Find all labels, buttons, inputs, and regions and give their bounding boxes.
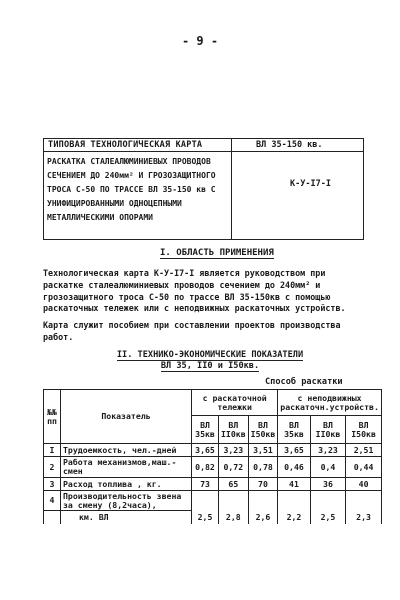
row-number: I bbox=[44, 444, 61, 457]
row-value bbox=[310, 491, 346, 511]
subheader-cell: ВЛ I50кв bbox=[248, 416, 278, 444]
table-row bbox=[44, 444, 382, 457]
row-value: 0,4 bbox=[310, 457, 346, 478]
row-value: 2,5 bbox=[310, 511, 346, 524]
card-code: К-У-I7-I bbox=[290, 179, 331, 189]
row-value: 0,72 bbox=[219, 457, 249, 478]
section-2-title-line2: ВЛ 35, II0 и I50кв. bbox=[160, 361, 260, 371]
row-value bbox=[346, 491, 382, 511]
section-2-title bbox=[90, 350, 330, 372]
row-number: 2 bbox=[44, 457, 61, 478]
row-value: 73 bbox=[192, 478, 219, 491]
technology-card-header bbox=[43, 138, 364, 240]
row-value: 0,78 bbox=[248, 457, 278, 478]
card-voltage: ВЛ 35-150 кв. bbox=[256, 140, 323, 150]
row-number: 4 bbox=[44, 491, 61, 511]
table-row bbox=[44, 511, 382, 524]
row-value: 0,44 bbox=[346, 457, 382, 478]
row-value: 36 bbox=[310, 478, 346, 491]
row-value: 2,5 bbox=[192, 511, 219, 524]
row-value: 0,82 bbox=[192, 457, 219, 478]
card-divider-horizontal bbox=[44, 151, 363, 152]
section-2-title-line1: II. ТЕХНИКО-ЭКОНОМИЧЕСКИЕ ПОКАЗАТЕЛИ bbox=[116, 350, 304, 360]
row-value: 2,3 bbox=[346, 511, 382, 524]
header-indicator: Показатель bbox=[61, 390, 192, 444]
row-value: 3,23 bbox=[310, 444, 346, 457]
subheader-cell: ВЛ 35кв bbox=[278, 416, 310, 444]
subheader-cell: ВЛ II0кв bbox=[219, 416, 249, 444]
table-row bbox=[44, 478, 382, 491]
row-number bbox=[44, 511, 61, 524]
table-row bbox=[44, 457, 382, 478]
table-row bbox=[44, 491, 382, 511]
card-divider-vertical bbox=[231, 139, 232, 239]
row-value: 65 bbox=[219, 478, 249, 491]
row-value bbox=[248, 491, 278, 511]
header-number: №№ пп bbox=[44, 390, 61, 444]
row-number: 3 bbox=[44, 478, 61, 491]
row-label: Работа механизмов,маш.-смен bbox=[61, 457, 192, 478]
row-label: км. ВЛ bbox=[61, 511, 192, 524]
header-fixed: с неподвижных раскаточн.устройств. bbox=[278, 390, 382, 416]
row-label: Расход топлива , кг. bbox=[61, 478, 192, 491]
indicators-table bbox=[43, 389, 382, 524]
row-value: 3,65 bbox=[278, 444, 310, 457]
subheader-cell: ВЛ 35кв bbox=[192, 416, 219, 444]
section-1-title: I. ОБЛАСТЬ ПРИМЕНЕНИЯ bbox=[160, 248, 274, 258]
row-value: 3,23 bbox=[219, 444, 249, 457]
card-title: ТИПОВАЯ ТЕХНОЛОГИЧЕСКАЯ КАРТА bbox=[48, 140, 203, 150]
method-label: Способ раскатки bbox=[265, 377, 343, 387]
row-value: 70 bbox=[248, 478, 278, 491]
row-value bbox=[192, 491, 219, 511]
row-value: 2,2 bbox=[278, 511, 310, 524]
row-value: 40 bbox=[346, 478, 382, 491]
row-value: 2,51 bbox=[346, 444, 382, 457]
subheader-cell: ВЛ I50кв bbox=[346, 416, 382, 444]
header-carts: с раскаточной тележки bbox=[192, 390, 278, 416]
row-label: Производительность звена за смену (8,2часа), bbox=[61, 491, 192, 511]
subheader-cell: ВЛ II0кв bbox=[310, 416, 346, 444]
paragraph-application: Технологическая карта К-У-I7-I является руководством при раскатке сталеалюминиевых проводов сечением до 240мм² и грозозащитного троса С-50 по трассе ВЛ 35-150кв с помощью раскаточных тележек или с неподвижных раскаточных устройств. bbox=[43, 268, 346, 314]
row-value: 2,6 bbox=[248, 511, 278, 524]
row-label: Трудоемкость, чел.-дней bbox=[61, 444, 192, 457]
row-value: 2,8 bbox=[219, 511, 249, 524]
paragraph-purpose: Карта служит пособием при составлении проектов производства работ. bbox=[43, 320, 341, 342]
page-number: - 9 - bbox=[181, 34, 219, 48]
row-value: 3,65 bbox=[192, 444, 219, 457]
row-value bbox=[278, 491, 310, 511]
row-value: 0,46 bbox=[278, 457, 310, 478]
row-value: 41 bbox=[278, 478, 310, 491]
card-subject: РАСКАТКА СТАЛЕАЛЮМИНИЕВЫХ ПРОВОДОВ СЕЧЕНИЕМ ДО 240мм² И ГРОЗОЗАЩИТНОГО ТРОСА С-50 ПО ТРАССЕ ВЛ 35-150 кв С УНИФИЦИРОВАННЫМИ ОДНОЦЕПНЫМИ МЕТАЛЛИЧЕСКИМИ ОПОРАМИ bbox=[47, 157, 216, 222]
row-value: 3,51 bbox=[248, 444, 278, 457]
row-value bbox=[219, 491, 249, 511]
